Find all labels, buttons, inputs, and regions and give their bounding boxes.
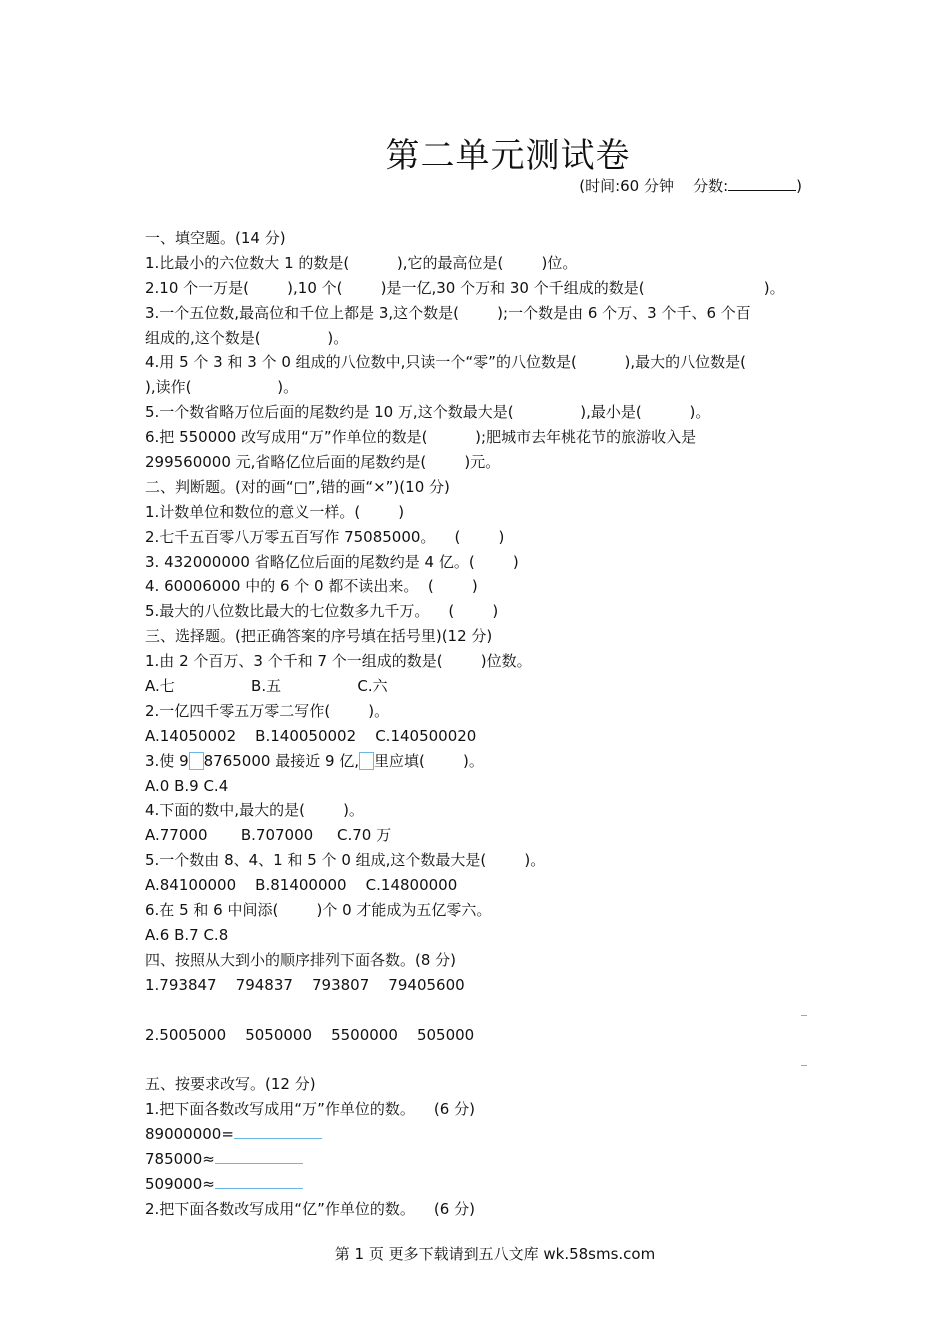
fill-box[interactable] <box>359 752 374 770</box>
score-label: 分数: <box>693 177 729 195</box>
page-footer: 第 1 页 更多下载请到五八文库 wk.58sms.com <box>334 1245 656 1263</box>
question-line: 4.下面的数中,最大的是( )。 <box>145 801 364 820</box>
section-1-heading: 一、填空题。(14 分) <box>145 229 286 247</box>
margin-mark <box>801 1065 807 1066</box>
answer-space <box>145 998 815 1023</box>
question-line: 1.793847 794837 793807 79405600 <box>145 975 465 994</box>
page-title: 第二单元测试卷 <box>385 136 631 176</box>
question-line: 3. 432000000 省略亿位后面的尾数约是 4 亿。( ) <box>145 552 519 571</box>
score-close: ) <box>796 177 802 195</box>
answer-blank[interactable] <box>215 1172 303 1189</box>
fill-box[interactable] <box>189 752 204 770</box>
answer-blank[interactable] <box>234 1122 322 1139</box>
question-line: 1.计数单位和数位的意义一样。( ) <box>145 502 405 521</box>
question-line: 2.5005000 5050000 5500000 505000 <box>145 1025 475 1044</box>
section-5-heading: 五、按要求改写。(12 分) <box>145 1075 316 1094</box>
options-line: A.14050002 B.140050002 C.140500020 <box>145 726 477 745</box>
question-line: 4. 60006000 中的 6 个 0 都不读出来。 ( ) <box>145 577 478 596</box>
options-line: A.77000 B.707000 C.70 万 <box>145 826 392 845</box>
rewrite-item <box>145 1122 815 1147</box>
question-line-with-box <box>145 749 815 774</box>
question-text: 里应填( )。 <box>374 751 484 770</box>
question-line: 6.把 550000 改写成用“万”作单位的数是( );肥城市去年桃花节的旅游收入是 <box>145 428 697 447</box>
question-line: 5.一个数由 8、4、1 和 5 个 0 组成,这个数最大是( )。 <box>145 851 546 870</box>
question-line: 5.一个数省略万位后面的尾数约是 10 万,这个数最大是( ),最小是( )。 <box>145 403 711 422</box>
score-blank[interactable] <box>728 176 796 191</box>
question-line: 1.比最小的六位数大 1 的数是( ),它的最高位是( )位。 <box>145 253 578 272</box>
exam-content <box>145 226 815 1222</box>
question-line: 3.一个五位数,最高位和千位上都是 3,这个数是( );一个数是由 6 个万、3 个千、6 个百 <box>145 303 751 322</box>
section-3-heading: 三、选择题。(把正确答案的序号填在括号里)(12 分) <box>145 627 493 646</box>
question-line: 5.最大的八位数比最大的七位数多九千万。 ( ) <box>145 602 499 621</box>
options-line: A.6 B.7 C.8 <box>145 925 229 944</box>
question-line: 2.一亿四千零五万零二写作( )。 <box>145 701 390 720</box>
question-line: 组成的,这个数是( )。 <box>145 328 349 347</box>
margin-mark <box>801 1015 807 1016</box>
question-line: 6.在 5 和 6 中间添( )个 0 才能成为五亿零六。 <box>145 901 492 920</box>
question-line: 299560000 元,省略亿位后面的尾数约是( )元。 <box>145 453 501 472</box>
answer-blank[interactable] <box>215 1147 303 1164</box>
question-line: 2.把下面各数改写成用“亿”作单位的数。 (6 分) <box>145 1199 475 1218</box>
question-text: 8765000 最接近 9 亿, <box>203 751 360 770</box>
question-text: 3.使 9 <box>145 751 189 770</box>
rewrite-expression: 89000000= <box>145 1125 234 1144</box>
rewrite-item <box>145 1172 815 1197</box>
question-line: 1.把下面各数改写成用“万”作单位的数。 (6 分) <box>145 1100 475 1119</box>
options-line: A.七 B.五 C.六 <box>145 677 388 696</box>
question-line: 2.七千五百零八万零五百写作 75085000。 ( ) <box>145 527 505 546</box>
question-line: ),读作( )。 <box>145 378 299 397</box>
options-line: A.84100000 B.81400000 C.14800000 <box>145 876 458 895</box>
section-4-heading: 四、按照从大到小的顺序排列下面各数。(8 分) <box>145 950 457 969</box>
exam-meta <box>579 175 802 196</box>
rewrite-expression: 509000≈ <box>145 1174 215 1193</box>
question-line: 1.由 2 个百万、3 个千和 7 个一组成的数是( )位数。 <box>145 652 532 671</box>
rewrite-item <box>145 1147 815 1172</box>
time-limit: (时间:60 分钟 <box>579 177 674 195</box>
question-line: 4.用 5 个 3 和 3 个 0 组成的八位数中,只读一个“零”的八位数是( ),最大的八位数是( <box>145 353 746 372</box>
rewrite-expression: 785000≈ <box>145 1149 215 1168</box>
answer-space <box>145 1047 815 1072</box>
section-2-heading: 二、判断题。(对的画“□”,错的画“×”)(10 分) <box>145 477 450 496</box>
options-line: A.0 B.9 C.4 <box>145 776 229 795</box>
question-line: 2.10 个一万是( ),10 个( )是一亿,30 个万和 30 个千组成的数是( )。 <box>145 278 785 297</box>
